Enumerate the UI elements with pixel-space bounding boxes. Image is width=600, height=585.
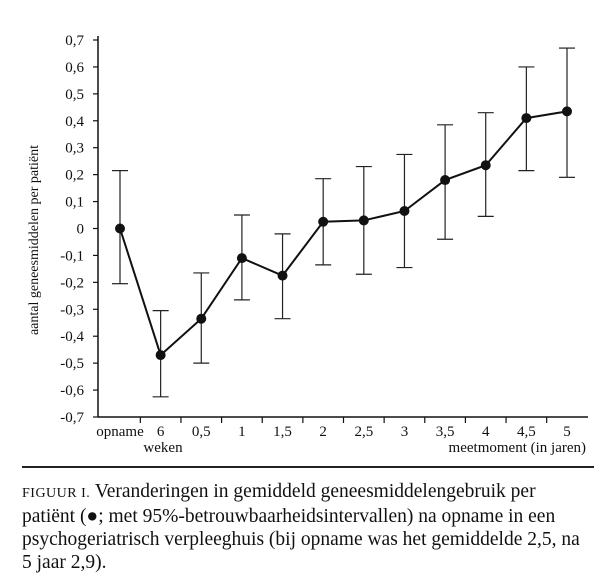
y-tick-label: 0,1 bbox=[65, 194, 84, 211]
data-point bbox=[440, 175, 450, 185]
data-point bbox=[481, 160, 491, 170]
x-tick-label: 4 bbox=[481, 424, 490, 440]
figure-caption bbox=[22, 480, 592, 574]
error-bars bbox=[112, 48, 575, 397]
data-point bbox=[156, 350, 166, 360]
data-point bbox=[521, 113, 531, 123]
y-tick-label: 0,4 bbox=[65, 113, 84, 130]
x-tick-label: 3 bbox=[400, 424, 409, 440]
x-axis-label: meetmoment (in jaren) bbox=[448, 440, 586, 456]
y-tick-label: 0,2 bbox=[65, 167, 84, 184]
x-tick-label: 2 bbox=[319, 424, 327, 440]
x-tick-label: 4,5 bbox=[516, 424, 536, 440]
x-category-sublabel: weken bbox=[143, 440, 183, 456]
data-point bbox=[237, 253, 247, 263]
y-tick-label: -0,5 bbox=[60, 356, 84, 373]
y-tick-label: -0,6 bbox=[60, 383, 84, 400]
caption-text: Veranderingen in gemiddeld geneesmiddelengebruik per patiënt (●; met 95%-betrouwbaarheidsintervallen) na opname in een psychogeriatrisch verpleeghuis (bij opname was het gemiddelde 2,5, na 5 jaar 2,9). bbox=[22, 481, 580, 573]
x-ticks bbox=[96, 417, 570, 440]
data-point bbox=[399, 206, 409, 216]
y-ticks bbox=[60, 33, 98, 426]
x-tick-label: 5 bbox=[563, 424, 571, 440]
data-point bbox=[115, 224, 125, 234]
caption-divider bbox=[22, 466, 594, 468]
x-tick-label: 1 bbox=[238, 424, 246, 440]
y-tick-label: 0,5 bbox=[65, 86, 84, 103]
x-tick-label: 1,5 bbox=[273, 424, 292, 440]
y-axis-label: aantal geneesmiddelen per patiënt bbox=[27, 144, 42, 336]
x-tick-label: 0,5 bbox=[191, 424, 211, 440]
y-tick-label: -0,4 bbox=[60, 329, 84, 346]
x-tick-label: 6 bbox=[156, 424, 165, 440]
data-point bbox=[359, 215, 369, 225]
mean-line bbox=[120, 111, 567, 355]
chart-axes bbox=[98, 36, 588, 417]
data-point bbox=[318, 217, 328, 227]
y-tick-label: 0 bbox=[76, 221, 84, 238]
series-line bbox=[120, 111, 567, 355]
y-tick-label: 0,7 bbox=[65, 33, 84, 49]
data-point bbox=[278, 271, 288, 281]
y-tick-label: 0,3 bbox=[65, 140, 84, 157]
x-tick-label: 2,5 bbox=[354, 424, 374, 440]
y-tick-label: -0,1 bbox=[60, 248, 84, 265]
x-tick-label: 3,5 bbox=[435, 424, 455, 440]
y-tick-label: -0,3 bbox=[60, 302, 84, 319]
data-point bbox=[562, 106, 572, 116]
x-tick-label: opname bbox=[96, 424, 144, 440]
data-point bbox=[196, 314, 206, 324]
figure-label: FIGUUR I. bbox=[22, 486, 91, 501]
y-tick-label: -0,2 bbox=[60, 275, 84, 292]
y-tick-label: 0,6 bbox=[65, 59, 84, 76]
y-tick-label: -0,7 bbox=[60, 410, 84, 426]
